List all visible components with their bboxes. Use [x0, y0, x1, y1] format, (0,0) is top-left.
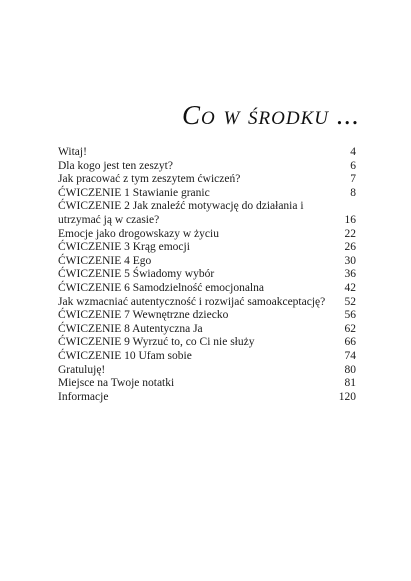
toc-entry-label: ĆWICZENIE 8 Autentyczna Ja — [58, 322, 203, 335]
toc-entry — [58, 364, 356, 378]
toc-entry — [58, 336, 356, 350]
toc-entry — [58, 309, 356, 323]
toc-entry-page: 30 — [344, 254, 356, 267]
toc-entry-page: 4 — [350, 146, 356, 158]
toc-entry-label: ĆWICZENIE 2 Jak znaleźć motywację do działania i utrzymać ją w czasie? — [58, 200, 304, 226]
table-of-contents — [58, 146, 356, 404]
toc-entry-label: ĆWICZENIE 9 Wyrzuć to, co Ci nie służy — [58, 336, 255, 349]
toc-entry-label: ĆWICZENIE 7 Wewnętrzne dziecko — [58, 309, 229, 322]
toc-entry-label: Jak wzmacniać autentyczność i rozwijać samoakceptację? — [58, 295, 326, 308]
toc-entry-page: 6 — [350, 159, 356, 172]
toc-entry-label: ĆWICZENIE 1 Stawianie granic — [58, 186, 210, 199]
toc-entry — [58, 268, 356, 282]
toc-entry-label: ĆWICZENIE 4 Ego — [58, 254, 152, 267]
toc-entry-label: Miejsce na Twoje notatki — [58, 377, 175, 390]
toc-entry-page: 7 — [350, 173, 356, 186]
toc-entry-label: Emocje jako drogowskazy w życiu — [58, 227, 219, 240]
toc-entry — [58, 323, 356, 337]
toc-entry-label: ĆWICZENIE 5 Świadomy wybór — [58, 268, 215, 281]
toc-entry — [58, 200, 356, 227]
toc-entry-label: Dla kogo jest ten zeszyt? — [58, 159, 173, 172]
toc-entry-page: 62 — [344, 322, 356, 335]
toc-entry-page: 66 — [344, 336, 356, 349]
toc-entry — [58, 391, 356, 405]
toc-entry — [58, 296, 356, 310]
toc-entry — [58, 173, 356, 187]
toc-entry — [58, 228, 356, 242]
toc-entry-label: Witaj! — [58, 146, 87, 158]
toc-entry-page: 52 — [344, 295, 356, 308]
toc-entry-page: 56 — [344, 309, 356, 322]
page-title: Co w środku ... — [182, 100, 360, 130]
toc-entry — [58, 377, 356, 391]
toc-entry — [58, 350, 356, 364]
toc-entry-label: Jak pracować z tym zeszytem ćwiczeń? — [58, 173, 241, 186]
toc-entry-page: 80 — [344, 363, 356, 376]
toc-entry — [58, 160, 356, 174]
toc-entry-page: 74 — [344, 349, 356, 362]
toc-entry-label: ĆWICZENIE 3 Krąg emocji — [58, 241, 190, 254]
toc-entry-label: ĆWICZENIE 10 Ufam sobie — [58, 349, 192, 362]
toc-entry-page: 36 — [344, 268, 356, 281]
toc-entry-label: Gratuluję! — [58, 363, 106, 376]
toc-entry-label: ĆWICZENIE 6 Samodzielność emocjonalna — [58, 281, 264, 294]
toc-entry-page: 120 — [338, 390, 356, 403]
toc-entry — [58, 282, 356, 296]
toc-entry — [58, 187, 356, 201]
toc-entry-page: 22 — [344, 227, 356, 240]
toc-entry-page: 26 — [344, 241, 356, 254]
toc-entry-page: 8 — [350, 186, 356, 199]
toc-entry-page: 81 — [344, 377, 356, 390]
toc-entry-page: 16 — [344, 213, 356, 226]
toc-entry — [58, 241, 356, 255]
toc-entry-page: 42 — [344, 281, 356, 294]
toc-entry — [58, 255, 356, 269]
toc-entry-label: Informacje — [58, 390, 109, 403]
toc-entry — [58, 146, 356, 160]
